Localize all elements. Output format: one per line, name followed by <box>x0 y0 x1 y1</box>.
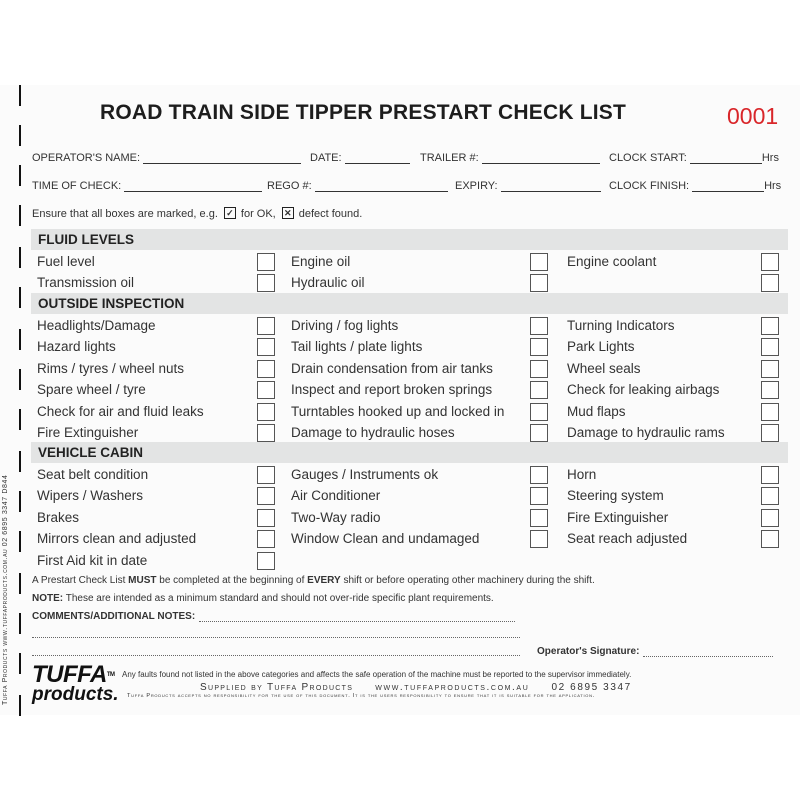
checklist-checkbox[interactable] <box>257 253 275 271</box>
trailer-input-line[interactable] <box>482 153 600 164</box>
checklist-checkbox[interactable] <box>761 466 779 484</box>
note-text: These are intended as a minimum standard and should not over-ride specific plant requirements. <box>63 593 494 604</box>
clock-start-input-line[interactable] <box>690 153 762 164</box>
checklist-item-label: Fire Extinguisher <box>37 425 139 440</box>
minimum-standard-note <box>32 593 494 604</box>
checklist-checkbox[interactable] <box>530 424 548 442</box>
time-of-check-input-line[interactable] <box>124 181 262 192</box>
checklist-item-label: Fire Extinguisher <box>567 509 669 525</box>
perforation-tick <box>19 329 21 350</box>
perforation-tick <box>19 695 21 716</box>
checklist-item-label: Turning Indicators <box>567 318 675 333</box>
expiry-field[interactable] <box>455 180 601 192</box>
checklist-checkbox[interactable] <box>257 317 275 335</box>
logo-wordmark: TUFFA <box>32 661 107 688</box>
checklist-item-label: Horn <box>567 467 597 482</box>
checklist-item-label: Damage to hydraulic hoses <box>291 425 455 440</box>
checklist-checkbox[interactable] <box>761 403 779 421</box>
serial-number: 0001 <box>727 103 779 129</box>
checklist-checkbox[interactable] <box>761 274 779 292</box>
checklist-item-label: Mud flaps <box>567 403 626 419</box>
perforation-tick <box>19 409 21 430</box>
checklist-item-label: Hydraulic oil <box>291 275 365 291</box>
checklist-item-label: Air Conditioner <box>291 488 381 504</box>
time-of-check-field[interactable] <box>32 180 262 192</box>
supplier-line <box>200 682 632 693</box>
logo-subtitle: products. <box>32 684 119 705</box>
checklist-item-label: Mirrors clean and adjusted <box>37 531 197 547</box>
note-text: A Prestart Check List <box>32 575 129 586</box>
perforation-tick <box>19 531 21 552</box>
comments-line-3[interactable] <box>32 646 520 656</box>
hours-suffix: Hrs <box>764 180 782 192</box>
checkmark-example-icon: ✓ <box>224 207 236 219</box>
section-header <box>31 229 788 250</box>
expiry-input-line[interactable] <box>501 181 601 192</box>
comments-label: COMMENTS/ADDITIONAL NOTES: <box>32 611 196 622</box>
checklist-checkbox[interactable] <box>257 403 275 421</box>
checklist-checkbox[interactable] <box>761 487 779 505</box>
checklist-item-label: Park Lights <box>567 339 635 355</box>
checklist-item-label: Engine coolant <box>567 254 657 269</box>
checklist-item-label: Spare wheel / tyre <box>37 382 146 398</box>
checklist-item-label: Transmission oil <box>37 275 135 291</box>
website: www.tuffaproducts.com.au <box>375 682 530 693</box>
checklist-item-label: Inspect and report broken springs <box>291 382 493 398</box>
field-label: CLOCK FINISH: <box>609 180 690 192</box>
signature-line[interactable] <box>643 647 773 657</box>
field-label: DATE: <box>310 152 342 164</box>
checklist-item-label: Engine oil <box>291 254 351 269</box>
instruction-text: Ensure that all boxes are marked, e.g. <box>32 208 218 220</box>
checklist-checkbox[interactable] <box>530 466 548 484</box>
clock-finish-field[interactable] <box>609 180 781 192</box>
checklist-item-label: Wheel seals <box>567 360 641 376</box>
note-label: NOTE: <box>32 593 64 604</box>
perforation-tick <box>19 85 21 106</box>
field-label: REGO #: <box>267 180 312 192</box>
perforation-tick <box>19 573 21 594</box>
defect-label: defect found. <box>298 208 363 220</box>
phone-number: 02 6895 3347 <box>551 682 632 693</box>
disclaimer: Tuffa Products accepts no responsibility for the use of this document. It is the users responsibility to ensure that it is suitable for the application. <box>127 693 595 699</box>
note-emphasis: MUST <box>128 575 157 586</box>
perforation-tick <box>19 451 21 472</box>
date-input-line[interactable] <box>345 153 410 164</box>
checklist-checkbox[interactable] <box>530 274 548 292</box>
checklist-checkbox[interactable] <box>761 509 779 527</box>
perforation-tick <box>19 613 21 634</box>
checklist-checkbox[interactable] <box>257 509 275 527</box>
rego-field[interactable] <box>267 180 448 192</box>
checklist-checkbox[interactable] <box>257 530 275 548</box>
comments-field[interactable] <box>32 611 515 622</box>
checklist-item-label: Gauges / Instruments ok <box>291 467 439 482</box>
checklist-checkbox[interactable] <box>530 403 548 421</box>
note-text: shift or before operating other machinery during the shift. <box>340 575 595 586</box>
perforation-tick <box>19 125 21 146</box>
tuffa-logo <box>32 661 119 705</box>
perforation-tick <box>19 653 21 674</box>
checklist-checkbox[interactable] <box>761 530 779 548</box>
perforation-tick <box>19 491 21 512</box>
checklist-item-label: Two-Way radio <box>291 509 381 525</box>
checklist-item-label: Brakes <box>37 509 80 525</box>
checklist-item-label: Drain condensation from air tanks <box>291 360 493 376</box>
comments-line-2-wrap <box>32 628 520 641</box>
checklist-checkbox[interactable] <box>530 338 548 356</box>
checklist-checkbox[interactable] <box>257 552 275 570</box>
checklist-checkbox[interactable] <box>530 509 548 527</box>
hours-suffix: Hrs <box>761 152 779 164</box>
must-complete-note <box>32 575 595 586</box>
checklist-checkbox[interactable] <box>257 274 275 292</box>
checklist-checkbox[interactable] <box>257 381 275 399</box>
note-text: be completed at the beginning of <box>156 575 308 586</box>
checklist-item-label: Wipers / Washers <box>37 488 144 504</box>
checklist-checkbox[interactable] <box>257 360 275 378</box>
checklist-item-label: Driving / fog lights <box>291 318 399 333</box>
checklist-checkbox[interactable] <box>530 360 548 378</box>
perforation-tick <box>19 165 21 186</box>
operator-name-field[interactable] <box>32 152 301 164</box>
section-header <box>31 293 788 314</box>
checklist-item-label: Tail lights / plate lights <box>291 339 423 355</box>
faults-notice: Any faults found not listed in the above categories and affects the safe operation of the machine must be reported to the supervisor immediately. <box>122 670 632 679</box>
checklist-item-label: Fuel level <box>37 254 95 269</box>
checklist-item-label: Turntables hooked up and locked in <box>291 403 505 419</box>
checklist-item-label: Rims / tyres / wheel nuts <box>37 360 185 376</box>
checklist-item-label: Window Clean and undamaged <box>291 531 480 547</box>
marking-instruction <box>32 207 362 221</box>
trademark-symbol: TM <box>106 672 115 678</box>
operator-name-input-line[interactable] <box>143 153 301 164</box>
checklist-checkbox[interactable] <box>530 381 548 399</box>
perforation-marks <box>19 85 22 715</box>
checklist-checkbox[interactable] <box>257 487 275 505</box>
checklist-checkbox[interactable] <box>530 317 548 335</box>
section-title: OUTSIDE INSPECTION <box>38 296 185 311</box>
checklist-item-label: First Aid kit in date <box>37 552 148 568</box>
checklist-checkbox[interactable] <box>761 253 779 271</box>
signature-field[interactable] <box>537 646 773 657</box>
checklist-checkbox[interactable] <box>761 381 779 399</box>
checklist-checkbox[interactable] <box>257 466 275 484</box>
field-label: CLOCK START: <box>609 152 687 164</box>
checklist-item-label: Check for leaking airbags <box>567 382 720 398</box>
clock-finish-input-line[interactable] <box>692 181 764 192</box>
checklist-checkbox[interactable] <box>761 360 779 378</box>
checklist-item-label: Headlights/Damage <box>37 318 156 333</box>
note-emphasis: EVERY <box>307 575 341 586</box>
perforation-tick <box>19 247 21 268</box>
checklist-checkbox[interactable] <box>257 338 275 356</box>
checklist-item-label: Check for air and fluid leaks <box>37 403 204 419</box>
checklist-checkbox[interactable] <box>257 424 275 442</box>
ok-label: for OK, <box>240 208 276 220</box>
rego-input-line[interactable] <box>315 181 448 192</box>
comments-line-1[interactable] <box>199 612 515 622</box>
section-title: FLUID LEVELS <box>38 232 135 247</box>
comments-line-3-wrap <box>32 646 520 659</box>
supplied-by: Supplied by Tuffa Products <box>200 682 354 693</box>
perforation-tick <box>19 287 21 308</box>
page-title: ROAD TRAIN SIDE TIPPER PRESTART CHECK LIST <box>100 101 627 124</box>
trailer-field[interactable] <box>420 152 600 164</box>
checklist-item-label: Hazard lights <box>37 339 116 355</box>
checklist-checkbox[interactable] <box>530 530 548 548</box>
cross-example-icon: ✕ <box>282 207 294 219</box>
field-label: TRAILER #: <box>420 152 479 164</box>
perforation-tick <box>19 205 21 226</box>
checklist-checkbox[interactable] <box>761 424 779 442</box>
field-label: EXPIRY: <box>455 180 498 192</box>
checklist-checkbox[interactable] <box>761 317 779 335</box>
signature-label: Operator's Signature: <box>537 646 640 657</box>
section-title: VEHICLE CABIN <box>38 445 144 460</box>
side-vertical-text: Tuffa Products www.tuffaproducts.com.au 02 6895 3347 D844 <box>2 474 9 705</box>
perforation-tick <box>19 369 21 390</box>
field-label: TIME OF CHECK: <box>32 180 122 192</box>
checklist-item-label: Seat belt condition <box>37 467 149 482</box>
checklist-checkbox[interactable] <box>530 253 548 271</box>
checklist-checkbox[interactable] <box>761 338 779 356</box>
checklist-item-label: Seat reach adjusted <box>567 531 688 547</box>
checklist-checkbox[interactable] <box>530 487 548 505</box>
field-label: OPERATOR'S NAME: <box>32 152 141 164</box>
comments-line-2[interactable] <box>32 628 520 638</box>
clock-start-field[interactable] <box>609 152 779 164</box>
date-field[interactable] <box>310 152 410 164</box>
checklist-item-label: Steering system <box>567 488 664 504</box>
checklist-item-label: Damage to hydraulic rams <box>567 425 725 440</box>
section-header <box>31 442 788 463</box>
